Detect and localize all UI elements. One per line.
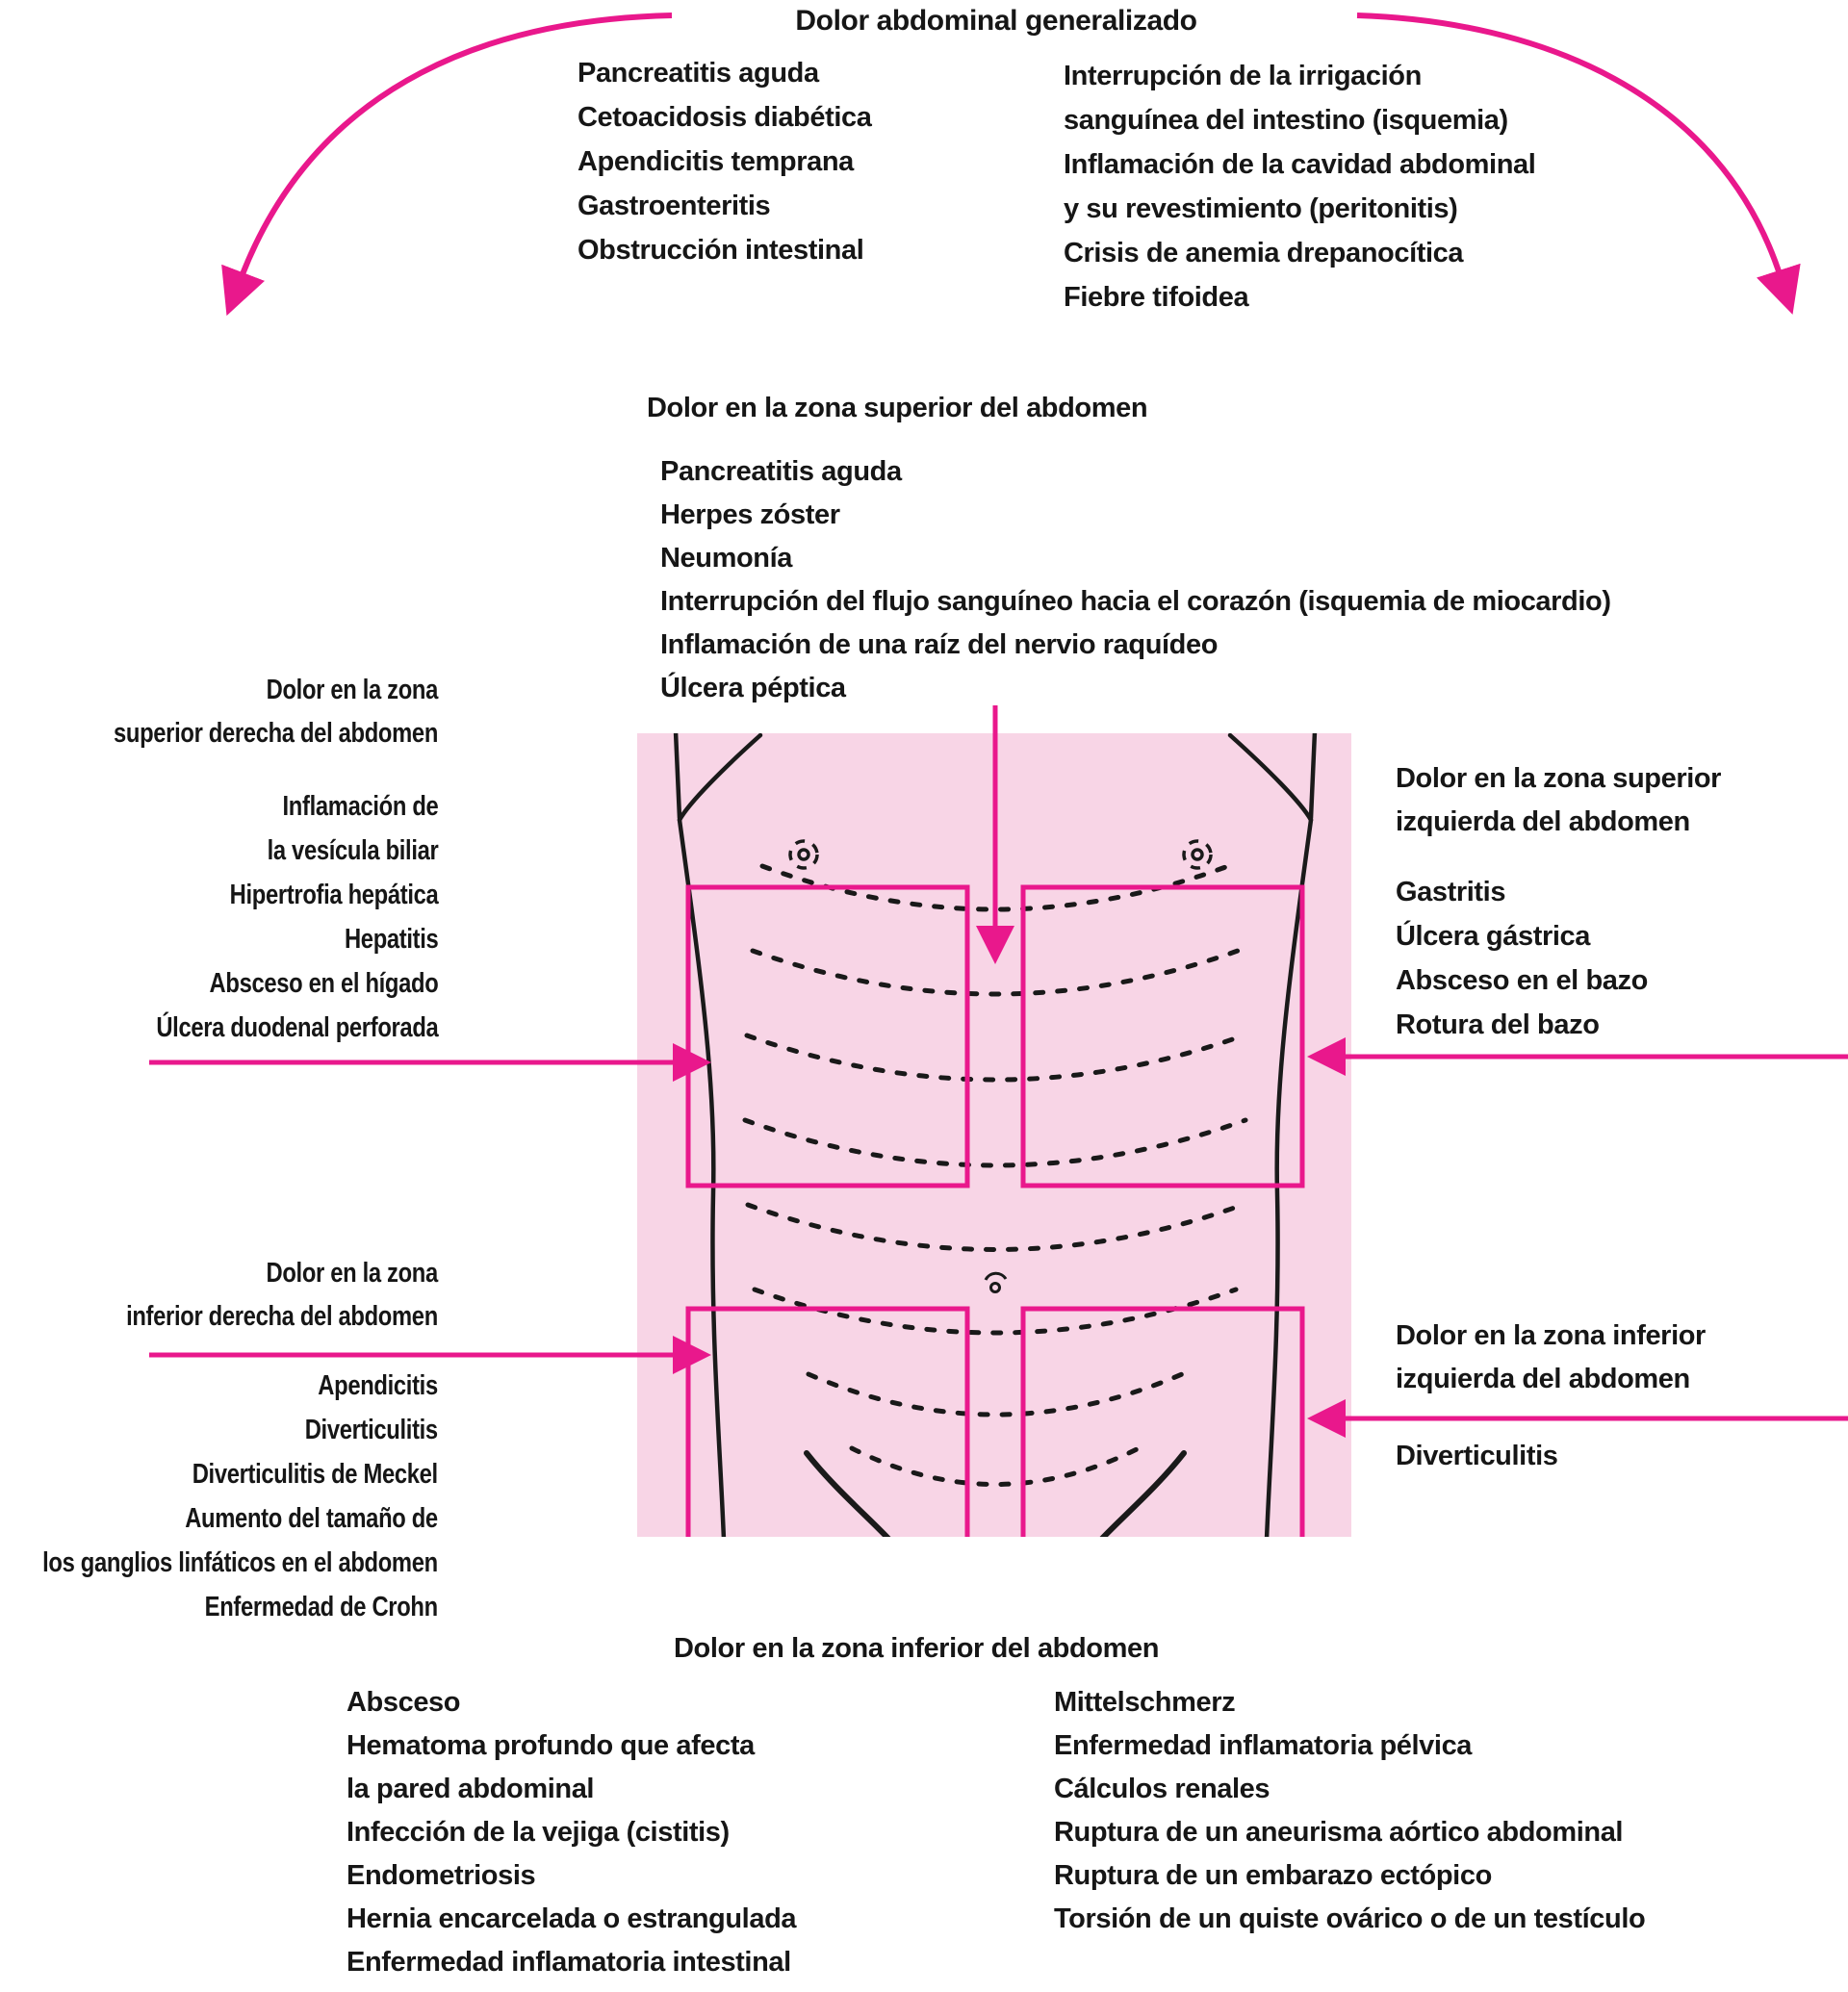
- heading-line: Dolor en la zona inferior: [1396, 1320, 1706, 1351]
- cause-item: Rotura del bazo: [1396, 1009, 1600, 1040]
- cause-item: Enfermedad inflamatoria intestinal: [346, 1947, 791, 1978]
- cause-item: Gastroenteritis: [578, 191, 771, 221]
- cause-item: Enfermedad de Crohn: [204, 1592, 438, 1622]
- cause-item: Diverticulitis de Meckel: [192, 1459, 438, 1490]
- cause-item: Hepatitis: [344, 924, 438, 955]
- cause-item: la pared abdominal: [346, 1774, 595, 1804]
- cause-item: Torsión de un quiste ovárico o de un testículo: [1054, 1903, 1646, 1934]
- upper-right-quadrant-causes: [156, 784, 438, 1050]
- cause-item: Hipertrofia hepática: [229, 880, 438, 910]
- cause-item: Aumento del tamaño de: [185, 1503, 439, 1534]
- cause-item: Fiebre tifoidea: [1064, 282, 1249, 313]
- cause-item: Absceso en el hígado: [209, 968, 438, 999]
- lower-right-quadrant-causes: [42, 1364, 438, 1629]
- cause-item: Ruptura de un embarazo ectópico: [1054, 1860, 1492, 1891]
- cause-item: Úlcera péptica: [660, 673, 846, 703]
- cause-item: Obstrucción intestinal: [578, 235, 864, 266]
- cause-item: Absceso en el bazo: [1396, 965, 1648, 996]
- cause-item: Úlcera duodenal perforada: [155, 1012, 438, 1043]
- cause-item: Inflamación de la cavidad abdominal: [1064, 149, 1536, 180]
- upper-abdomen-heading: Dolor en la zona superior del abdomen: [647, 393, 1148, 423]
- cause-item: Absceso: [346, 1687, 461, 1718]
- heading-line: superior derecha del abdomen: [113, 718, 438, 749]
- generalized-left-causes: [578, 51, 871, 272]
- cause-item: Herpes zóster: [660, 499, 840, 530]
- generalized-right-causes: [1064, 54, 1535, 319]
- cause-item: sanguínea del intestino (isquemia): [1064, 105, 1508, 136]
- lower-abdomen-heading: Dolor en la zona inferior del abdomen: [674, 1633, 1160, 1664]
- cause-item: Diverticulitis: [1396, 1441, 1558, 1471]
- heading-line: izquierda del abdomen: [1396, 1364, 1690, 1394]
- cause-item: Apendicitis: [318, 1370, 438, 1401]
- upper-right-quadrant-heading: [114, 669, 438, 755]
- cause-item: Inflamación de: [282, 791, 438, 822]
- cause-item: Hernia encarcelada o estrangulada: [346, 1903, 797, 1934]
- cause-item: Diverticulitis: [304, 1415, 438, 1445]
- cause-item: Endometriosis: [346, 1860, 536, 1891]
- heading-line: inferior derecha del abdomen: [126, 1301, 438, 1332]
- cause-item: Hematoma profundo que afecta: [346, 1730, 755, 1761]
- heading-line: Dolor en la zona: [266, 675, 438, 705]
- lower-left-quadrant-heading: [1396, 1315, 1706, 1401]
- cause-item: Cetoacidosis diabética: [578, 102, 872, 133]
- cause-item: Gastritis: [1396, 877, 1506, 907]
- cause-item: Pancreatitis aguda: [578, 58, 819, 89]
- upper-left-quadrant-heading: [1396, 757, 1721, 844]
- generalized-pain-title: Dolor abdominal generalizado: [795, 5, 1197, 37]
- cause-item: Crisis de anemia drepanocítica: [1064, 238, 1464, 268]
- cause-item: Inflamación de una raíz del nervio raquídeo: [660, 629, 1219, 660]
- lower-abdomen-right-causes: [1054, 1681, 1645, 1941]
- lower-abdomen-left-causes: [346, 1681, 796, 1984]
- cause-item: Pancreatitis aguda: [660, 456, 902, 487]
- cause-item: Apendicitis temprana: [578, 146, 854, 177]
- heading-line: izquierda del abdomen: [1396, 806, 1690, 837]
- cause-item: Mittelschmerz: [1054, 1687, 1236, 1718]
- cause-item: Interrupción del flujo sanguíneo hacia el corazón (isquemia de miocardio): [660, 586, 1611, 617]
- upper-abdomen-causes: [660, 450, 1611, 710]
- lower-left-quadrant-causes: [1396, 1434, 1557, 1478]
- cause-item: Cálculos renales: [1054, 1774, 1270, 1804]
- cause-item: Enfermedad inflamatoria pélvica: [1054, 1730, 1473, 1761]
- cause-item: Ruptura de un aneurisma aórtico abdominal: [1054, 1817, 1624, 1848]
- cause-item: Interrupción de la irrigación: [1064, 61, 1422, 91]
- upper-left-quadrant-causes: [1396, 870, 1648, 1047]
- heading-line: Dolor en la zona superior: [1396, 763, 1722, 794]
- lower-right-quadrant-heading: [126, 1252, 438, 1339]
- cause-item: Úlcera gástrica: [1396, 921, 1590, 952]
- cause-item: los ganglios linfáticos en el abdomen: [42, 1547, 438, 1578]
- cause-item: la vesícula biliar: [267, 835, 438, 866]
- cause-item: Neumonía: [660, 543, 792, 574]
- heading-line: Dolor en la zona: [266, 1258, 438, 1289]
- cause-item: y su revestimiento (peritonitis): [1064, 193, 1458, 224]
- cause-item: Infección de la vejiga (cistitis): [346, 1817, 730, 1848]
